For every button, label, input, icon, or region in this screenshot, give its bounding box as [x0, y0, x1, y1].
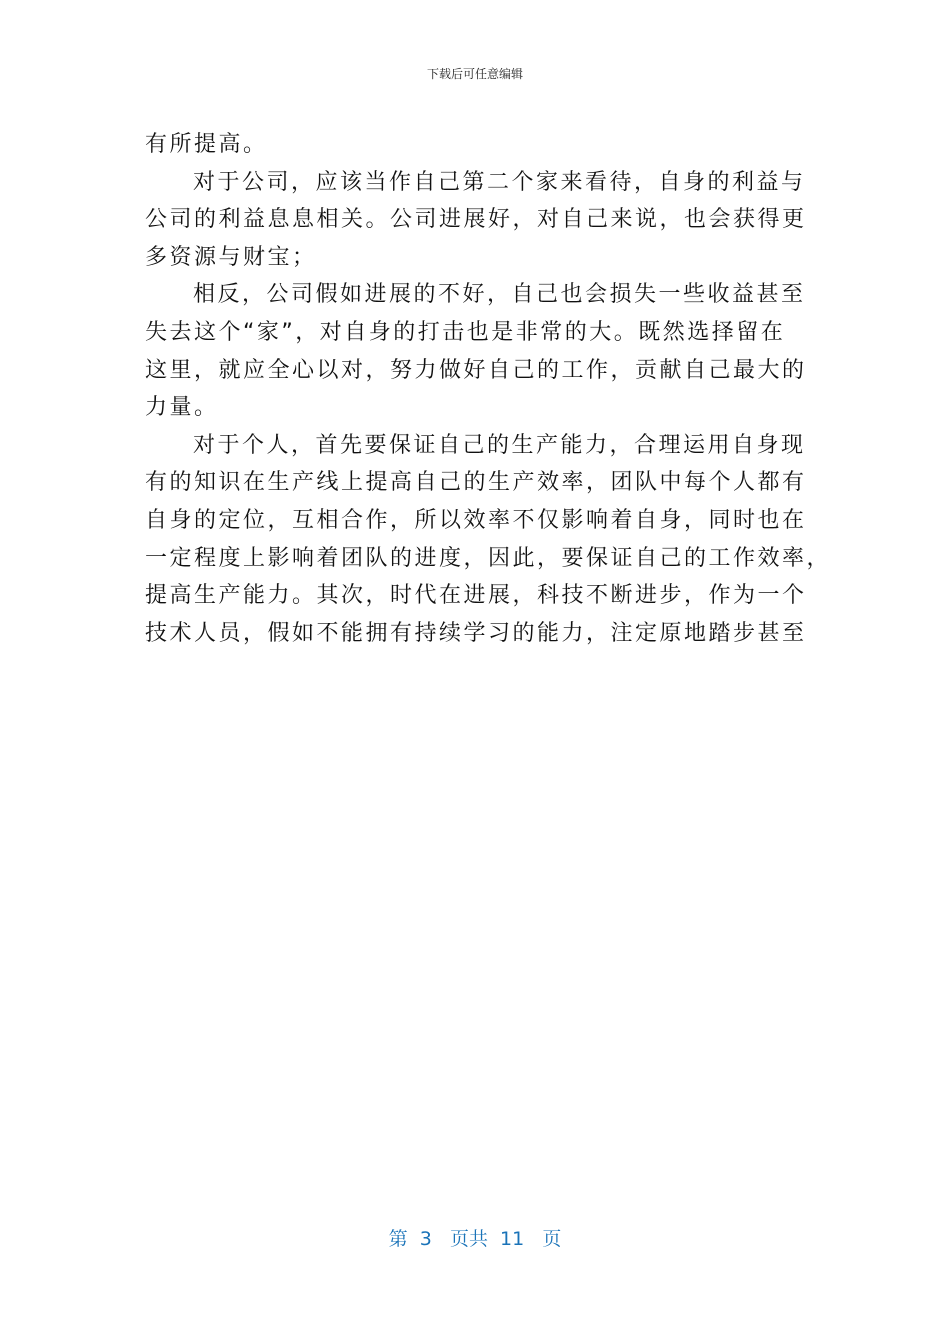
page-number-footer: 第 3 页共 11 页 — [388, 1228, 562, 1250]
text-line: 技术人员，假如不能拥有持续学习的能力，注定原地踏步甚至 — [145, 620, 807, 646]
text-line: 公司的利益息息相关。公司进展好，对自己来说，也会获得更 — [145, 207, 807, 233]
text-line: 对于个人，首先要保证自己的生产能力，合理运用自身现 — [193, 432, 806, 458]
text-line: 力量。 — [145, 395, 219, 421]
text-line: 对于公司，应该当作自己第二个家来看待，自身的利益与 — [193, 169, 806, 195]
text-line: 有的知识在生产线上提高自己的生产效率，团队中每个人都有 — [145, 470, 807, 496]
document-body — [145, 126, 832, 652]
page-header: 下载后可任意编辑 — [426, 67, 523, 81]
paragraph — [145, 276, 805, 426]
text-line: 提高生产能力。其次，时代在进展，科技不断进步，作为一个 — [145, 583, 807, 609]
text-line: 失去这个“家”，对自身的打击也是非常的大。既然选择留在 — [145, 319, 786, 345]
paragraph — [145, 427, 832, 653]
text-line: 一定程度上影响着团队的进度，因此，要保证自己的工作效率， — [145, 545, 832, 571]
text-line: 自身的定位，互相合作，所以效率不仅影响着自身，同时也在 — [145, 507, 807, 533]
text-line: 有所提高。 — [145, 132, 268, 157]
text-line: 这里，就应全心以对，努力做好自己的工作，贡献自己最大的 — [145, 357, 807, 383]
paragraph — [145, 164, 805, 277]
text-line: 相反，公司假如进展的不好，自己也会损失一些收益甚至 — [193, 282, 806, 308]
paragraph — [145, 126, 805, 164]
text-line: 多资源与财宝； — [145, 244, 317, 270]
